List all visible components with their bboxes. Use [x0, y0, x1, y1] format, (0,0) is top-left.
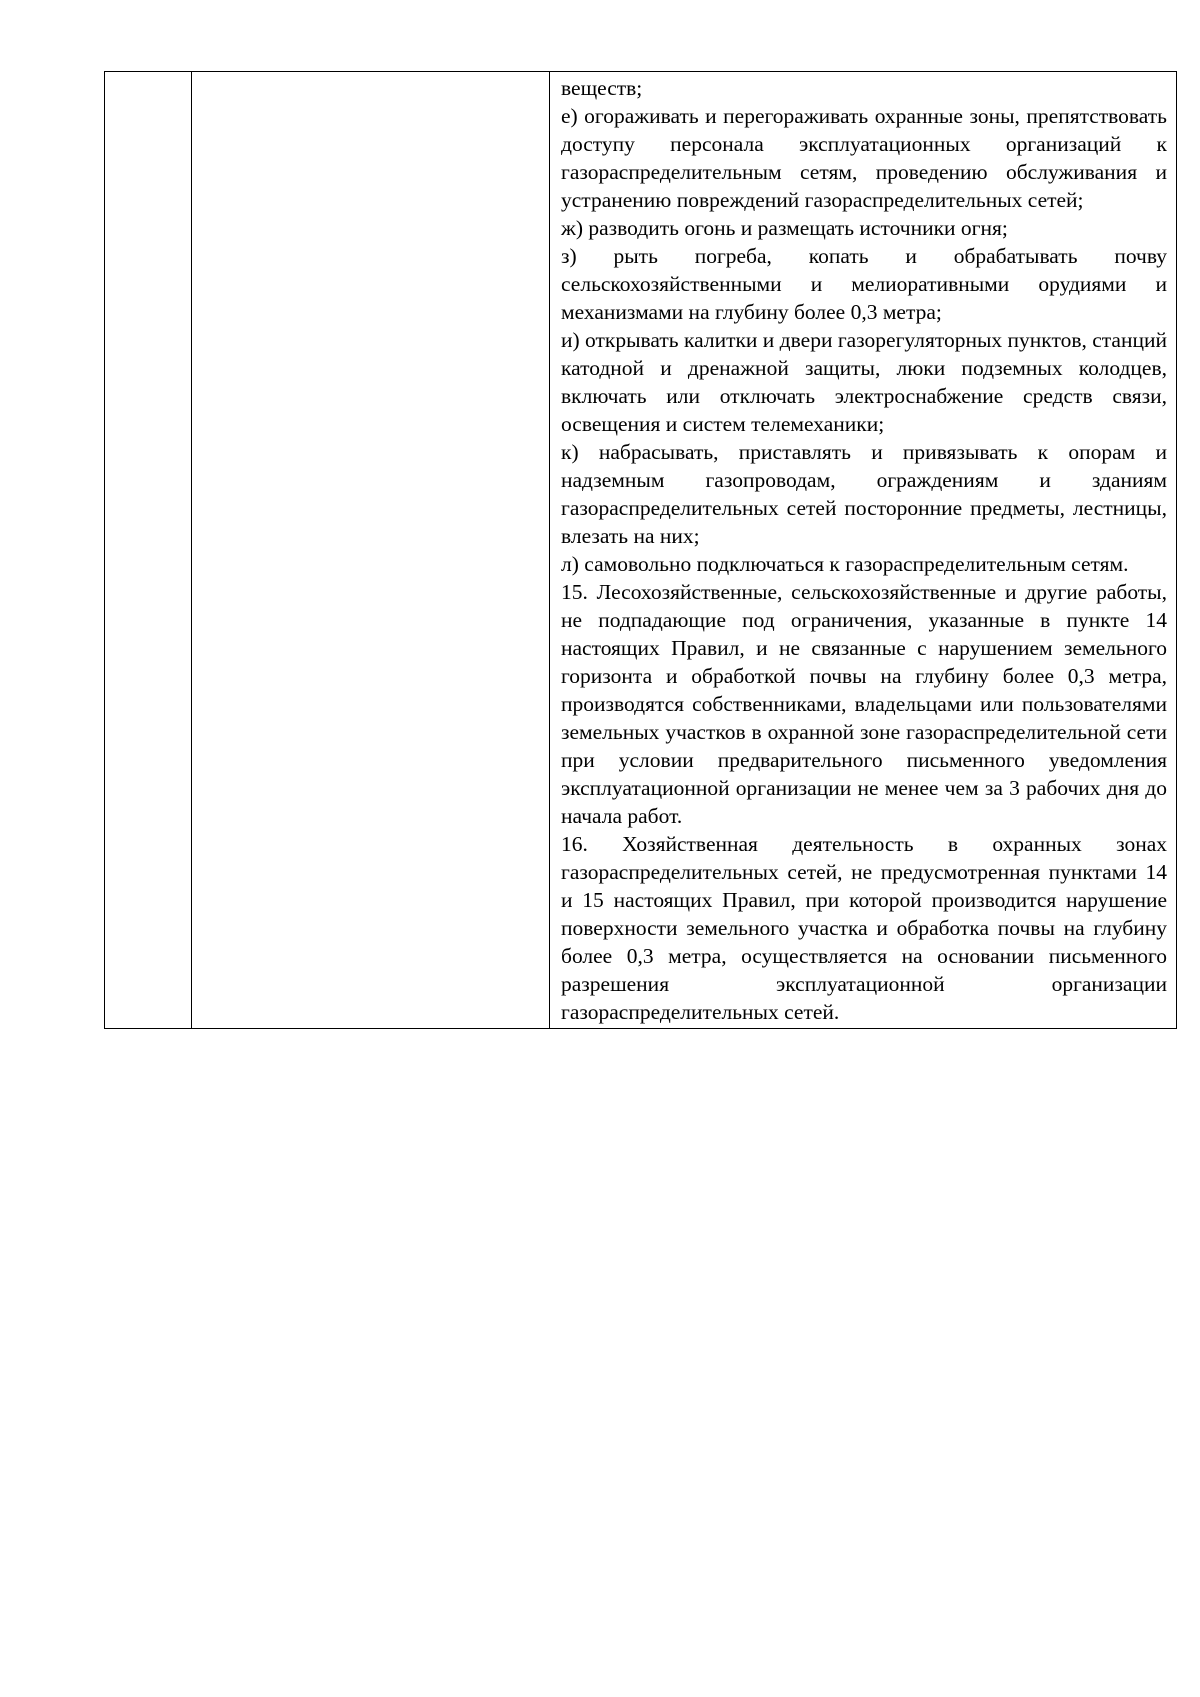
paragraph-item-i: и) открывать калитки и двери газорегуляторных пунктов, станций катодной и дренажной защиты, люки подземных колодцев, включать или отключать электроснабжение средств связи, освещения и систем телемеханики; [561, 328, 1167, 436]
paragraph-item-zh: ж) разводить огонь и размещать источники огня; [561, 216, 1008, 240]
paragraph-substances: веществ; [561, 76, 643, 100]
paragraph-clause-16: 16. Хозяйственная деятельность в охранных зонах газораспределительных сетей, не предусмотренная пунктами 14 и 15 настоящих Правил, при которой производится нарушение поверхности земельного участка и обработка почвы на глубину более 0,3 метра, осуществляется на основании письменного разрешения эксплуатационной организации газораспределительных сетей. [561, 832, 1167, 1024]
paragraph-clause-15: 15. Лесохозяйственные, сельскохозяйственные и другие работы, не подпадающие под ограничения, указанные в пункте 14 настоящих Правил, и не связанные с нарушением земельного горизонта и обработкой почвы на глубину более 0,3 метра, производятся собственниками, владельцами или пользователями земельных участков в охранной зоне газораспределительной сети при условии предварительного письменного уведомления эксплуатационной организации не менее чем за 3 рабочих дня до начала работ. [561, 580, 1167, 828]
paragraph-item-e: е) огораживать и перегораживать охранные зоны, препятствовать доступу персонала эксплуатационных организаций к газораспределительным сетям, проведению обслуживания и устранению повреждений газораспределительных сетей; [561, 104, 1167, 212]
table-cell-content [550, 72, 1177, 1029]
paragraph-item-k: к) набрасывать, приставлять и привязывать к опорам и надземным газопроводам, ограждениям и зданиям газораспределительных сетей посторонние предметы, лестницы, влезать на них; [561, 440, 1167, 548]
paragraph-item-l: л) самовольно подключаться к газораспределительным сетям. [561, 552, 1129, 576]
document-table [104, 71, 1177, 1029]
table-row [105, 72, 1177, 1029]
paragraph-item-z: з) рыть погреба, копать и обрабатывать почву сельскохозяйственными и мелиоративными орудиями и механизмами на глубину более 0,3 метра; [561, 244, 1167, 324]
table-cell-name [192, 72, 550, 1029]
table-cell-number [105, 72, 192, 1029]
